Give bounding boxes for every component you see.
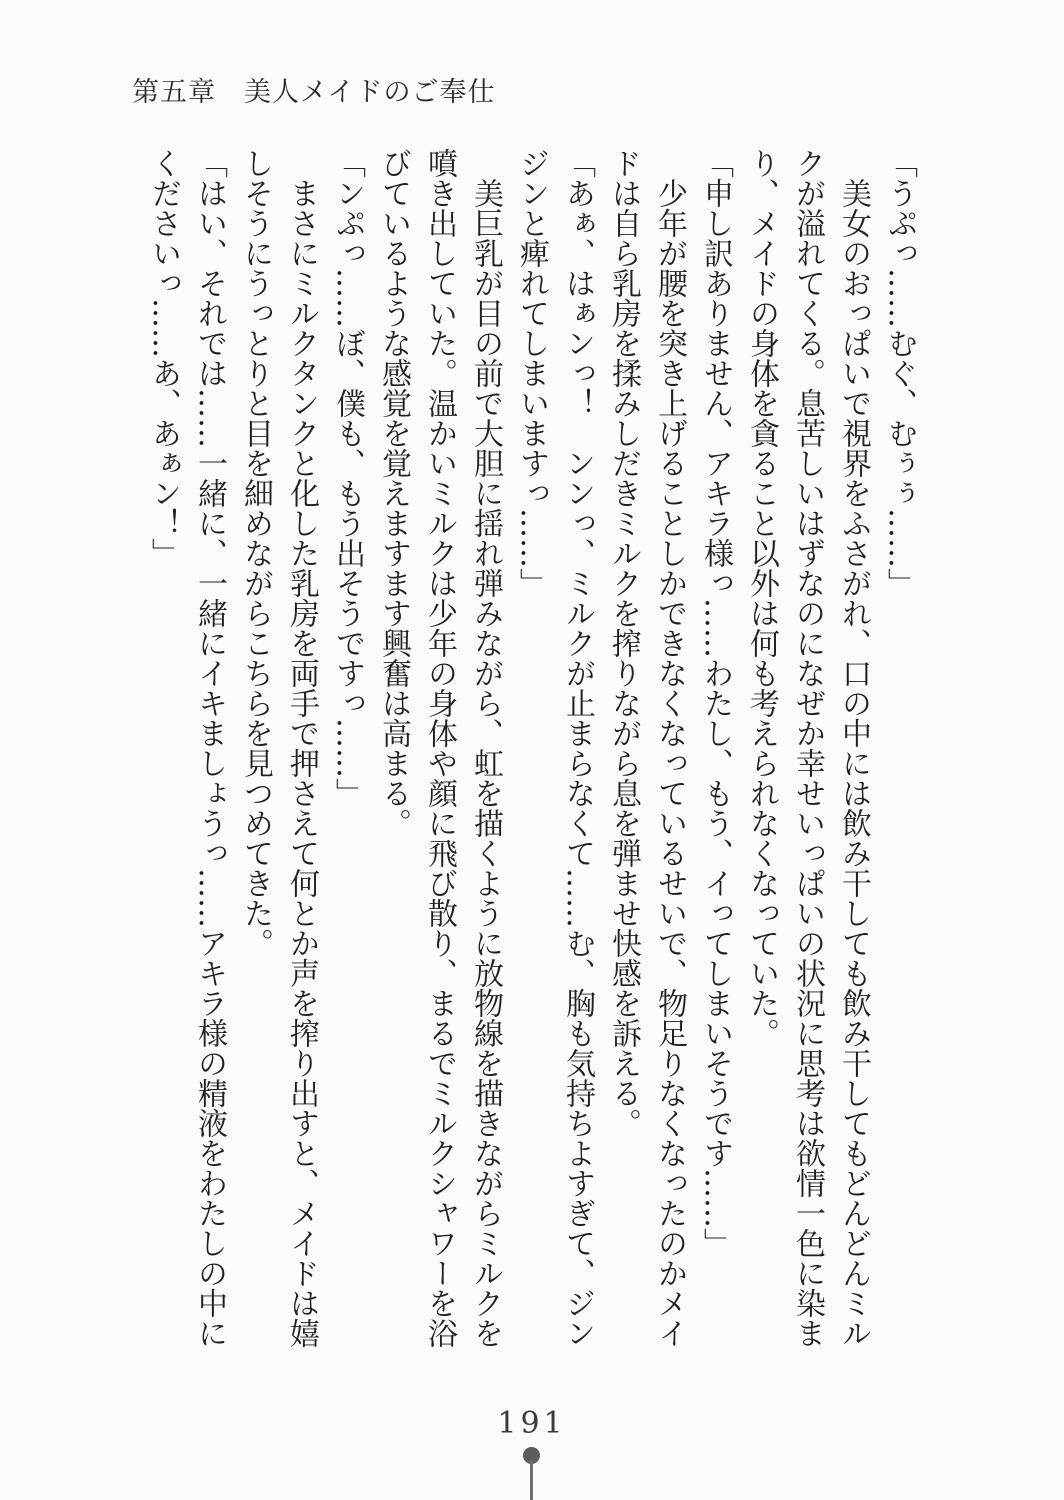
paragraph-narrative: 美女のおっぱいで視界をふさがれ、口の中には飲み干しても飲み干してもどんどんミルクが溢れてくる。息苦しいはずなのになぜか幸せいっぱいの状況に思考は欲情一色に染まり、メイドの身体を貪ること以外は何も考えられなくなっていた。 [744, 148, 871, 1348]
paragraph-narrative: まさにミルクタンクと化した乳房を両手で押さえて何とか声を搾り出すと、メイドは嬉しそうにうっとりと目を細めながらこちらを見つめてきた。 [238, 148, 319, 1348]
paragraph-dialogue: 「申し訳ありません、アキラ様っ……わたし、もう、イってしまいそうです……」 [698, 148, 733, 1258]
bookmark-ribbon-line [530, 1460, 533, 1500]
paragraph-dialogue: 「ンぷっ……ぼ、僕も、もう出そうですっ……」 [330, 148, 365, 808]
paragraph-narrative: 美巨乳が目の前で大胆に揺れ弾みながら、虹を描くように放物線を描きながらミルクを噴き出していた。温かいミルクは少年の身体や顔に飛び散り、まるでミルクシャワーを浴びているような感覚を覚えますます興奮は高まる。 [376, 148, 503, 1348]
paragraph-dialogue: 「うぷっ……むぐ、むぅぅ……」 [882, 148, 917, 598]
paragraph-dialogue: 「あぁ、はぁンっ！ ンンっ、ミルクが止まらなくて……む、胸も気持ちよすぎて、ジンジンと痺れてしまいますっ……」 [514, 148, 595, 1348]
chapter-header: 第五章 美人メイドのご奉仕 [132, 77, 496, 108]
text-body [140, 148, 922, 1348]
page-number: 191 [497, 1406, 567, 1441]
paragraph-dialogue: 「はい、それでは……一緒に、一緒にイキましょうっ……アキラ様の精液をわたしの中にくださいっ……あ、あぁン！」 [146, 148, 227, 1348]
paragraph-narrative: 少年が腰を突き上げることしかできなくなっているせいで、物足りなくなったのかメイドは自ら乳房を揉みしだきミルクを搾りながら息を弾ませ快感を訴える。 [606, 148, 687, 1348]
